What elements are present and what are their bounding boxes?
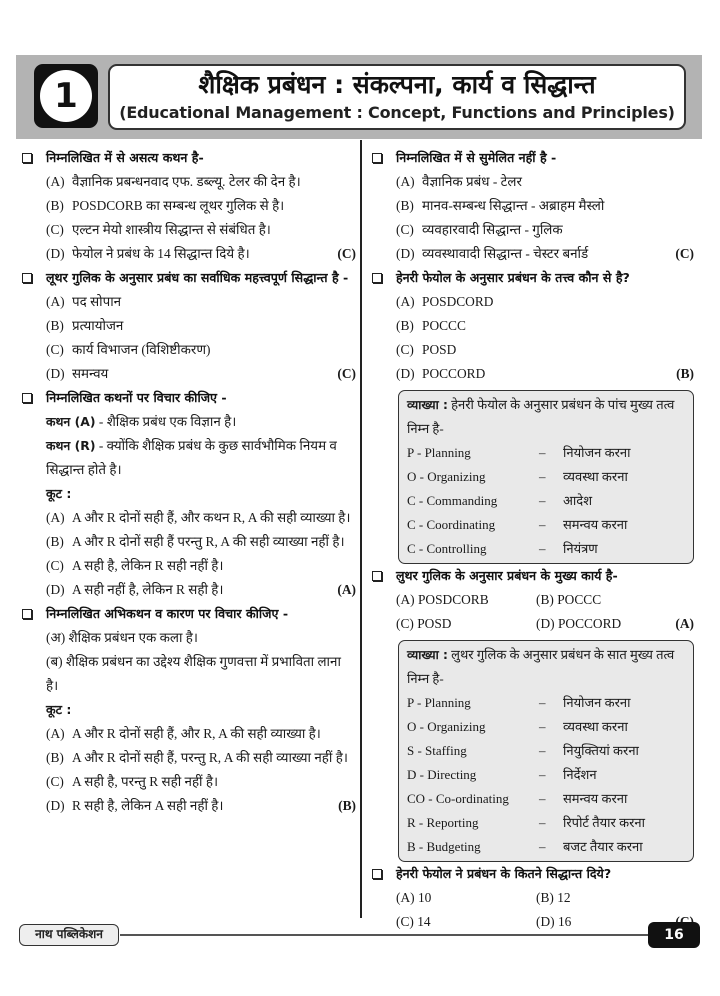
term: S - Staffing bbox=[407, 743, 467, 758]
answer: (C) bbox=[675, 246, 694, 261]
option bbox=[18, 194, 356, 218]
option-label: (A) bbox=[396, 294, 415, 309]
explanation-row: CO - Co-ordinating – समन्वय करना bbox=[407, 787, 685, 811]
term: C - Coordinating bbox=[407, 517, 496, 532]
option-row bbox=[368, 612, 694, 636]
option-label: (A) bbox=[396, 174, 415, 189]
option-label: (D) bbox=[536, 616, 555, 631]
checkbox-bullet-icon bbox=[372, 869, 382, 879]
question-6 bbox=[368, 266, 694, 564]
question-text: निम्नलिखित कथनों पर विचार कीजिए - bbox=[46, 390, 227, 405]
question-text: लूथर गुलिक के अनुसार प्रबंध का सर्वाधिक महत्त्वपूर्ण सिद्धान्त है - bbox=[46, 270, 349, 285]
option-label: (B) bbox=[536, 890, 554, 905]
term: CO - Co-ordinating bbox=[407, 791, 509, 806]
option bbox=[368, 314, 694, 338]
option-text: POSDCORD bbox=[422, 294, 494, 309]
option-label: (D) bbox=[46, 366, 65, 381]
option-label: (A) bbox=[396, 890, 415, 905]
footer-rule bbox=[120, 934, 650, 936]
question-8 bbox=[368, 862, 694, 934]
term: R - Reporting bbox=[407, 815, 479, 830]
option bbox=[18, 530, 356, 554]
statement-a: (अ) शैक्षिक प्रबंधन एक कला है। bbox=[46, 630, 198, 645]
option bbox=[368, 194, 694, 218]
option-label: (A) bbox=[46, 294, 65, 309]
kut-label: कूट : bbox=[46, 702, 72, 717]
option-label: (B) bbox=[46, 198, 64, 213]
chapter-title-box bbox=[108, 64, 686, 130]
option-label: (C) bbox=[46, 222, 64, 237]
option-text: व्यवहारवादी सिद्धान्त - गुलिक bbox=[422, 222, 563, 237]
checkbox-bullet-icon bbox=[22, 393, 32, 403]
explanation-label: व्याख्या : bbox=[407, 648, 448, 662]
option-label: (B) bbox=[396, 318, 414, 333]
option-text: POSDCORB bbox=[417, 592, 489, 607]
option-text: मानव-सम्बन्ध सिद्धान्त - अब्राहम मैस्लो bbox=[422, 198, 605, 213]
option-text: POCCORD bbox=[422, 366, 486, 381]
explanation-row: O - Organizing – व्यवस्था करना bbox=[407, 465, 685, 489]
answer: (A) bbox=[675, 616, 694, 631]
meaning: व्यवस्था करना bbox=[563, 469, 628, 484]
question-3 bbox=[18, 386, 356, 602]
question-text: हेनरी फेयोल ने प्रबंधन के कितने सिद्धान्त दिये? bbox=[396, 866, 612, 881]
explanation-row: C - Commanding – आदेश bbox=[407, 489, 685, 513]
option-text: POSD bbox=[422, 342, 457, 357]
statement-a bbox=[18, 410, 356, 434]
option-text: POSDCORB का सम्बन्ध लूथर गुलिक से है। bbox=[72, 198, 285, 213]
option-label: (C) bbox=[396, 342, 414, 357]
meaning: रिपोर्ट तैयार करना bbox=[563, 815, 646, 830]
chapter-number: 1 bbox=[40, 70, 92, 122]
term: C - Controlling bbox=[407, 541, 487, 556]
meaning: नियुक्तियां करना bbox=[563, 743, 639, 758]
meaning: व्यवस्था करना bbox=[563, 719, 628, 734]
option-label: (A) bbox=[46, 174, 65, 189]
checkbox-bullet-icon bbox=[22, 273, 32, 283]
option-text: A सही है, लेकिन R सही नहीं है। bbox=[72, 558, 224, 573]
page-number: 16 bbox=[648, 922, 700, 948]
option bbox=[536, 588, 664, 612]
option-label: (A) bbox=[46, 726, 65, 741]
option-text: A और R दोनों सही हैं परन्तु R, A की सही व्याख्या नहीं है। bbox=[72, 534, 345, 549]
option bbox=[18, 362, 356, 386]
option bbox=[18, 554, 356, 578]
option bbox=[396, 886, 536, 910]
term: C - Commanding bbox=[407, 493, 498, 508]
question-4 bbox=[18, 602, 356, 818]
term: O - Organizing bbox=[407, 719, 486, 734]
option-text: A सही नहीं है, लेकिन R सही है। bbox=[72, 582, 224, 597]
term: P - Planning bbox=[407, 695, 471, 710]
meaning: समन्वय करना bbox=[563, 791, 628, 806]
question-text: लुथर गुलिक के अनुसार प्रबंधन के मुख्य कार्य है- bbox=[396, 568, 618, 583]
option-label: (D) bbox=[46, 246, 65, 261]
option-text: POSD bbox=[417, 616, 452, 631]
publisher-name: नाथ पब्लिकेशन bbox=[19, 924, 119, 946]
question-text: निम्नलिखित में से असत्य कथन है- bbox=[46, 150, 204, 165]
kut-label: कूट : bbox=[46, 486, 72, 501]
answer: (B) bbox=[676, 366, 694, 381]
explanation-box bbox=[398, 640, 694, 862]
option-text: A और R दोनों सही हैं, और कथन R, A की सही व्याख्या है। bbox=[72, 510, 351, 525]
option-label: (B) bbox=[46, 534, 64, 549]
explanation-text: लुथर गुलिक के अनुसार प्रबंधन के सात मुख्य तत्व निम्न है- bbox=[407, 647, 675, 686]
option-label: (C) bbox=[46, 558, 64, 573]
option bbox=[368, 338, 694, 362]
answer: (A) bbox=[337, 582, 356, 597]
option bbox=[536, 910, 664, 934]
option bbox=[18, 770, 356, 794]
answer: (B) bbox=[338, 798, 356, 813]
statement-text: - शैक्षिक प्रबंध एक विज्ञान है। bbox=[95, 414, 237, 429]
statement-label: कथन (R) bbox=[46, 438, 96, 453]
explanation-row: R - Reporting – रिपोर्ट तैयार करना bbox=[407, 811, 685, 835]
term: B - Budgeting bbox=[407, 839, 481, 854]
question-text: निम्नलिखित में से सुमेलित नहीं है - bbox=[396, 150, 557, 165]
option-text: कार्य विभाजन (विशिष्टीकरण) bbox=[72, 342, 211, 357]
checkbox-bullet-icon bbox=[22, 153, 32, 163]
option-text: समन्वय bbox=[72, 366, 109, 381]
option-text: फेयोल ने प्रबंध के 14 सिद्धान्त दिये है। bbox=[72, 246, 250, 261]
option-text: 10 bbox=[417, 890, 432, 905]
column-divider bbox=[360, 140, 362, 918]
option-text: POCCC bbox=[557, 592, 602, 607]
option-text: 12 bbox=[557, 890, 571, 905]
explanation-row: B - Budgeting – बजट तैयार करना bbox=[407, 835, 685, 859]
checkbox-bullet-icon bbox=[372, 153, 382, 163]
option-label: (B) bbox=[46, 750, 64, 765]
option-text: प्रत्यायोजन bbox=[72, 318, 124, 333]
explanation-row: S - Staffing – नियुक्तियां करना bbox=[407, 739, 685, 763]
option bbox=[396, 910, 536, 934]
question-5 bbox=[368, 146, 694, 266]
option bbox=[18, 722, 356, 746]
answer: (C) bbox=[337, 366, 356, 381]
option-text: R सही है, लेकिन A सही नहीं है। bbox=[72, 798, 224, 813]
explanation-row: C - Controlling – नियंत्रण bbox=[407, 537, 685, 561]
term: O - Organizing bbox=[407, 469, 486, 484]
explanation-row: P - Planning – नियोजन करना bbox=[407, 691, 685, 715]
explanation-text: हेनरी फेयोल के अनुसार प्रबंधन के पांच मुख्य तत्व निम्न है- bbox=[407, 397, 675, 436]
option bbox=[536, 612, 664, 636]
statement-label: कथन (A) bbox=[46, 414, 96, 429]
option-label: (D) bbox=[396, 366, 415, 381]
answer: (C) bbox=[337, 246, 356, 261]
option-text: A और R दोनों सही हैं, परन्तु R, A की सही व्याख्या नहीं है। bbox=[72, 750, 348, 765]
question-2 bbox=[18, 266, 356, 386]
checkbox-bullet-icon bbox=[22, 609, 32, 619]
option bbox=[368, 218, 694, 242]
option-text: पद सोपान bbox=[72, 294, 122, 309]
question-text: हेनरी फेयोल के अनुसार प्रबंधन के तत्त्व कौन से है? bbox=[396, 270, 630, 285]
option bbox=[18, 170, 356, 194]
meaning: बजट तैयार करना bbox=[563, 839, 643, 854]
chapter-title-hindi: शैक्षिक प्रबंधन : संकल्पना, कार्य व सिद्धान्त bbox=[198, 70, 596, 99]
meaning: निर्देशन bbox=[563, 767, 597, 782]
option-label: (A) bbox=[396, 592, 415, 607]
option-label: (B) bbox=[46, 318, 64, 333]
term: D - Directing bbox=[407, 767, 477, 782]
option-text: A सही है, परन्तु R सही नहीं है। bbox=[72, 774, 219, 789]
option-text: एल्टन मेयो शास्त्रीय सिद्धान्त से संबंधित है। bbox=[72, 222, 271, 237]
term: P - Planning bbox=[407, 445, 471, 460]
option-text: 14 bbox=[417, 914, 431, 929]
chapter-title-english: (Educational Management : Concept, Functions and Principles) bbox=[119, 103, 675, 122]
option bbox=[18, 578, 356, 602]
option bbox=[18, 746, 356, 770]
statement-b: (ब) शैक्षिक प्रबंधन का उद्देश्य शैक्षिक गुणवत्ता में प्रभाविता लाना है। bbox=[46, 654, 341, 693]
right-column bbox=[368, 146, 694, 934]
explanation-box bbox=[398, 390, 694, 564]
option bbox=[18, 290, 356, 314]
explanation-row: O - Organizing – व्यवस्था करना bbox=[407, 715, 685, 739]
meaning: आदेश bbox=[563, 493, 593, 508]
meaning: नियोजन करना bbox=[563, 695, 631, 710]
option-label: (B) bbox=[396, 198, 414, 213]
option-label: (D) bbox=[46, 582, 65, 597]
option-label: (C) bbox=[396, 616, 414, 631]
option-label: (D) bbox=[396, 246, 415, 261]
option-label: (C) bbox=[46, 342, 64, 357]
option bbox=[536, 886, 664, 910]
option bbox=[18, 242, 356, 266]
option bbox=[396, 588, 536, 612]
option bbox=[18, 218, 356, 242]
option bbox=[18, 506, 356, 530]
option-label: (C) bbox=[46, 774, 64, 789]
checkbox-bullet-icon bbox=[372, 571, 382, 581]
option-label: (C) bbox=[396, 914, 414, 929]
option bbox=[396, 612, 536, 636]
option bbox=[368, 242, 694, 266]
option-text: 16 bbox=[557, 914, 572, 929]
option bbox=[368, 170, 694, 194]
question-text: निम्नलिखित अभिकथन व कारण पर विचार कीजिए - bbox=[46, 606, 289, 621]
checkbox-bullet-icon bbox=[372, 273, 382, 283]
explanation-label: व्याख्या : bbox=[407, 398, 448, 412]
explanation-row: C - Coordinating – समन्वय करना bbox=[407, 513, 685, 537]
option bbox=[18, 794, 356, 818]
question-7 bbox=[368, 564, 694, 862]
question-1 bbox=[18, 146, 356, 266]
option-text: वैज्ञानिक प्रबंध - टेलर bbox=[422, 174, 522, 189]
statement-text: - क्योंकि शैक्षिक प्रबंध के कुछ सार्वभौमिक नियम व सिद्धान्त होते है। bbox=[46, 438, 337, 477]
option-row bbox=[368, 886, 694, 910]
left-column bbox=[18, 146, 356, 818]
option bbox=[18, 338, 356, 362]
option bbox=[368, 362, 694, 386]
option-label: (D) bbox=[536, 914, 555, 929]
option-row bbox=[368, 910, 694, 934]
meaning: नियोजन करना bbox=[563, 445, 631, 460]
explanation-row: D - Directing – निर्देशन bbox=[407, 763, 685, 787]
explanation-row: P - Planning – नियोजन करना bbox=[407, 441, 685, 465]
option-text: POCCC bbox=[422, 318, 466, 333]
option-row bbox=[368, 588, 694, 612]
option-text: A और R दोनों सही हैं, और R, A की सही व्याख्या है। bbox=[72, 726, 321, 741]
option-label: (C) bbox=[396, 222, 414, 237]
meaning: नियंत्रण bbox=[563, 541, 598, 556]
option-label: (D) bbox=[46, 798, 65, 813]
option bbox=[18, 314, 356, 338]
chapter-number-badge bbox=[34, 64, 98, 128]
option-text: POCCORD bbox=[557, 616, 622, 631]
option bbox=[368, 290, 694, 314]
option-label: (A) bbox=[46, 510, 65, 525]
option-text: व्यवस्थावादी सिद्धान्त - चेस्टर बर्नार्ड bbox=[422, 246, 589, 261]
option-label: (B) bbox=[536, 592, 554, 607]
option-text: वैज्ञानिक प्रबन्धनवाद एफ. डब्ल्यू. टेलर की देन है। bbox=[72, 174, 301, 189]
statement-r bbox=[18, 434, 356, 482]
meaning: समन्वय करना bbox=[563, 517, 628, 532]
